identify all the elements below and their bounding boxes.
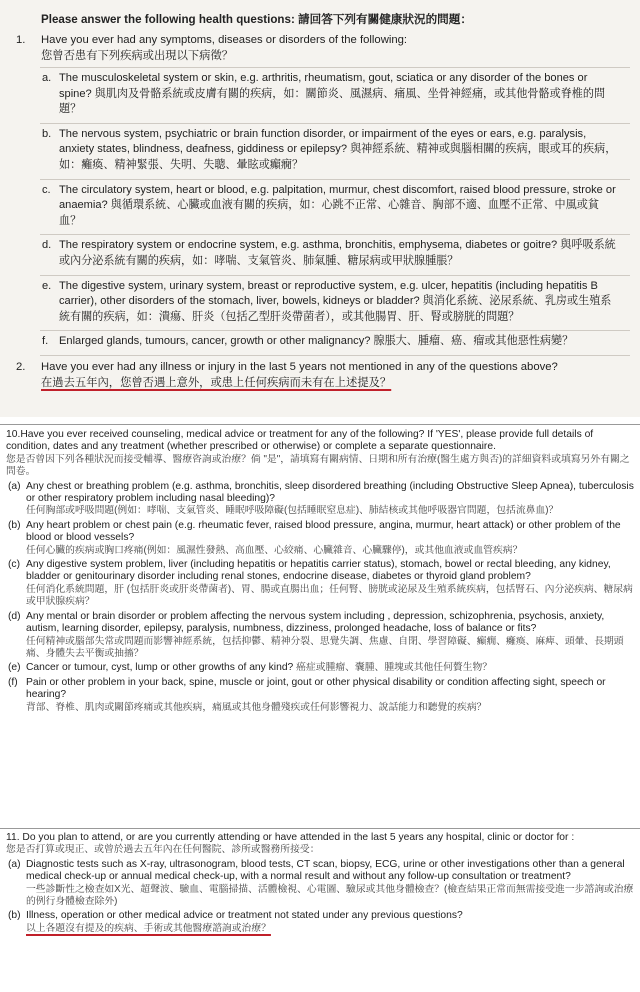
question-10-text-zh: 您是否曾因下列各種狀況而接受輔導、醫療咨詢或治療？倘 "是"，請填寫有關病情、日期和所有治療(醫生處方與否)的詳細資料或填寫另外有關之問卷。 [6, 453, 630, 478]
item-text-en-inline: Cancer or tumour, cyst, lump or other growths of any kind? [26, 662, 294, 674]
sub-question-e [40, 276, 630, 332]
item-text-en: Pain or other problem in your back, spine, muscle or joint, gout or other physical disability or condition affecting sight, speech or hearing? [26, 676, 606, 701]
item-text-zh: 任何精神或腦部失常或問題而影響神經系統，包括抑鬱、精神分裂、思覺失調、焦慮、自閉、學習障礙、癲癇、癱瘓、麻痺、頭暈、長期頭痛、身體失去平衡或抽搐？ [26, 635, 624, 659]
question-10-item-f [0, 675, 640, 714]
item-text-zh-wrapper [26, 923, 634, 935]
question-1 [0, 32, 640, 64]
health-questions-section [0, 0, 640, 417]
sub-question-c [40, 180, 630, 236]
item-letter: (e) [8, 662, 21, 674]
sub-question-text: The respiratory system or endocrine system, e.g. asthma, bronchitis, emphysema, diabetes or goitre? 與呼吸系統或內分泌系統有關的疾病，如：哮喘、支氣管炎、肺氣腫、糖尿病或甲狀腺腫脹？ [59, 239, 616, 267]
sub-question-letter: e. [42, 279, 52, 292]
question-number: 2. [16, 360, 26, 373]
sub-question-text: The musculoskeletal system or skin, e.g. arthritis, rheumatism, gout, sciatica or any disorder of the bones or spine? 與肌肉及骨骼系統或皮膚有關的疾病，如：關節炎、風濕病、痛風、坐骨神經痛，或其他骨骼或脊椎的問題？ [59, 72, 606, 116]
item-text-en: Any chest or breathing problem (e.g. asthma, bronchitis, sleep disordered breathing (including Obstructive Sleep Apnea), tuberculosis or other respiratory problem including nasal bleeding)? [26, 480, 634, 505]
item-letter: (b) [8, 519, 21, 531]
question-2-text-en: Have you ever had any illness or injury in the last 5 years not mentioned in any of the questions above? [41, 360, 558, 373]
item-letter: (a) [8, 858, 21, 870]
question-11-item-a [0, 857, 640, 909]
sub-question-b [40, 124, 630, 180]
sub-question-d [40, 235, 630, 275]
item-letter: (b) [8, 910, 21, 922]
sub-question-f [40, 331, 630, 356]
item-text-zh: 一些診斷性之檢查如X光、超聲波、驗血、電腦掃描、活體檢視、心電圖、驗尿或其他身體檢查？(檢查結果正常而無需接受進一步諮詢或治療的例行身體檢查除外) [26, 883, 634, 908]
question-11-section [0, 828, 640, 992]
question-10-item-a [0, 479, 640, 518]
question-1-text-en: Have you ever had any symptoms, diseases or disorders of the following: [41, 34, 408, 46]
question-10-intro [0, 425, 640, 479]
question-2-text-zh [41, 375, 628, 391]
question-11-text-en: 11. Do you plan to attend, or are you currently attending or have attended in the last 5 years any hospital, clinic or doctor for : [6, 832, 575, 843]
question-11-text-zh: 您是否打算或現正、或曾於過去五年內在任何醫院、診所或醫務所接受： [6, 844, 320, 856]
item-text-zh: 癌症或腫瘤、囊腫、腫塊或其他任何贅生物？ [296, 662, 493, 674]
question-11-intro [0, 829, 640, 857]
sub-question-letter: a. [42, 72, 52, 84]
item-text-zh: 背部、脊椎、肌肉或關節疼痛或其他疾病，痛風或其他身體殘疾或任何影響視力、說話能力和聽覺的疾病？ [26, 701, 487, 713]
sub-question-letter: c. [42, 183, 51, 196]
red-underlined-text: 在過去五年內，您曾否遇上意外，或患上任何疾病而未有在上述提及？ [41, 376, 392, 389]
question-10-section [0, 424, 640, 820]
item-text-zh: 任何胸部或呼吸問題(例如：哮喘、支氣管炎、睡眠呼吸障礙(包括睡眠窒息症)、肺結核或其他呼吸器官問題，包括流鼻血)？ [26, 505, 559, 517]
sub-question-letter: f. [42, 335, 49, 348]
sub-question-a [40, 67, 630, 124]
item-text-en: Illness, operation or other medical advice or treatment not stated under any previous questions? [26, 910, 463, 922]
item-letter: (d) [8, 610, 21, 622]
item-letter: (c) [8, 559, 21, 571]
sub-question-letter: d. [42, 239, 52, 252]
sub-question-text: The digestive system, urinary system, breast or reproductive system, e.g. ulcer, hepatitis (including hepatitis B carrier), other disorders of the stomach, liver, bowels, kidneys or bladder? 與消化系統、泌尿系統、乳房或生殖系統有關的疾病，如：潰瘍、肝炎（包括乙型肝炎帶菌者），或其他腸胃、肝、腎或膀胱的問題？ [59, 279, 612, 323]
question-10-text-en: 10.Have you ever received counseling, medical advice or treatment for any of the following? If 'YES', please provide full details of condition, dates and any treatment (whether prescribed or otherwise) or complete a separate questionnaire. [6, 429, 594, 453]
sub-question-text: Enlarged glands, tumours, cancer, growth or other malignancy? 腺脹大、腫瘤、癌、瘤或其他惡性病變？ [59, 335, 574, 348]
item-text-zh: 任何消化系統問題，肝 (包括肝炎或肝炎帶菌者)、胃、腸或直腸出血；任何腎、膀胱或泌尿及生殖系統疾病，包括腎石、內分泌疾病、糖尿病或甲狀腺疾病？ [26, 583, 633, 608]
sub-question-letter: b. [42, 127, 52, 140]
question-1-text-zh: 您曾否患有下列疾病或出現以下病徵？ [41, 50, 234, 62]
question-2 [0, 359, 640, 391]
question-11-item-b [0, 908, 640, 935]
red-underlined-text: 以上各題沒有提及的疾病、手術或其他醫療諮詢或治療？ [26, 922, 271, 934]
item-letter: (a) [8, 480, 21, 492]
item-text-en: Any heart problem or chest pain (e.g. rheumatic fever, raised blood pressure, angina, murmur, heart attack) or other problem of the blood or blood vessels? [26, 519, 621, 544]
item-text-en: Diagnostic tests such as X-ray, ultrasonogram, blood tests, CT scan, biopsy, ECG, urine or other investigations other than a general medical check-up or annual medical check-up, with a normal result and without any follow-up consultation or treatment? [26, 858, 625, 883]
sub-question-text: The nervous system, psychiatric or brain function disorder, or impairment of the eyes or ears, e.g. paralysis, anxiety states, blindness, deafness, giddiness or epilepsy? 與神經系統、精神或與腦相關的疾病，眼或耳的疾病，如：癱瘓、精神緊張、失明、失聰、暈眩或癲癇？ [59, 127, 617, 171]
item-text-en: Any mental or brain disorder or problem affecting the nervous system including , depression, schizophrenia, psychosis, anxiety, autism, learning disorder, epilepsy, paralysis, numbness, dizziness, prolonged headache, loss of balance or fits? [26, 610, 605, 635]
item-text-zh: 任何心臟的疾病或胸口疼痛(例如：風濕性發熱、高血壓、心絞痛、心臟雜音、心臟驟停)，或其他血液或血管疾病？ [26, 544, 523, 556]
item-text-en [26, 662, 634, 674]
question-10-item-d [0, 609, 640, 661]
question-10-item-e [0, 660, 640, 674]
question-number: 1. [16, 34, 26, 46]
question-10-item-b [0, 518, 640, 557]
sub-question-text: The circulatory system, heart or blood, e.g. palpitation, murmur, chest discomfort, raised blood pressure, stroke or anaemia? 與循環系統、心臟或血液有關的疾病，如：心跳不正常、心雜音、胸部不適、血壓不正常、中風或貧血？ [59, 183, 616, 227]
section-header: Please answer the following health questions: 請回答下列有關健康狀況的問題： [41, 13, 472, 26]
item-letter: (f) [8, 676, 18, 688]
item-text-en: Any digestive system problem, liver (including hepatitis or hepatitis carrier status), stomach, bowel or rectal bleeding, any kidney, bladder or genitourinary disorder including renal stones, endocrine disease, diabetes or thyroid gland problem? [26, 559, 611, 583]
question-10-item-c [0, 557, 640, 609]
